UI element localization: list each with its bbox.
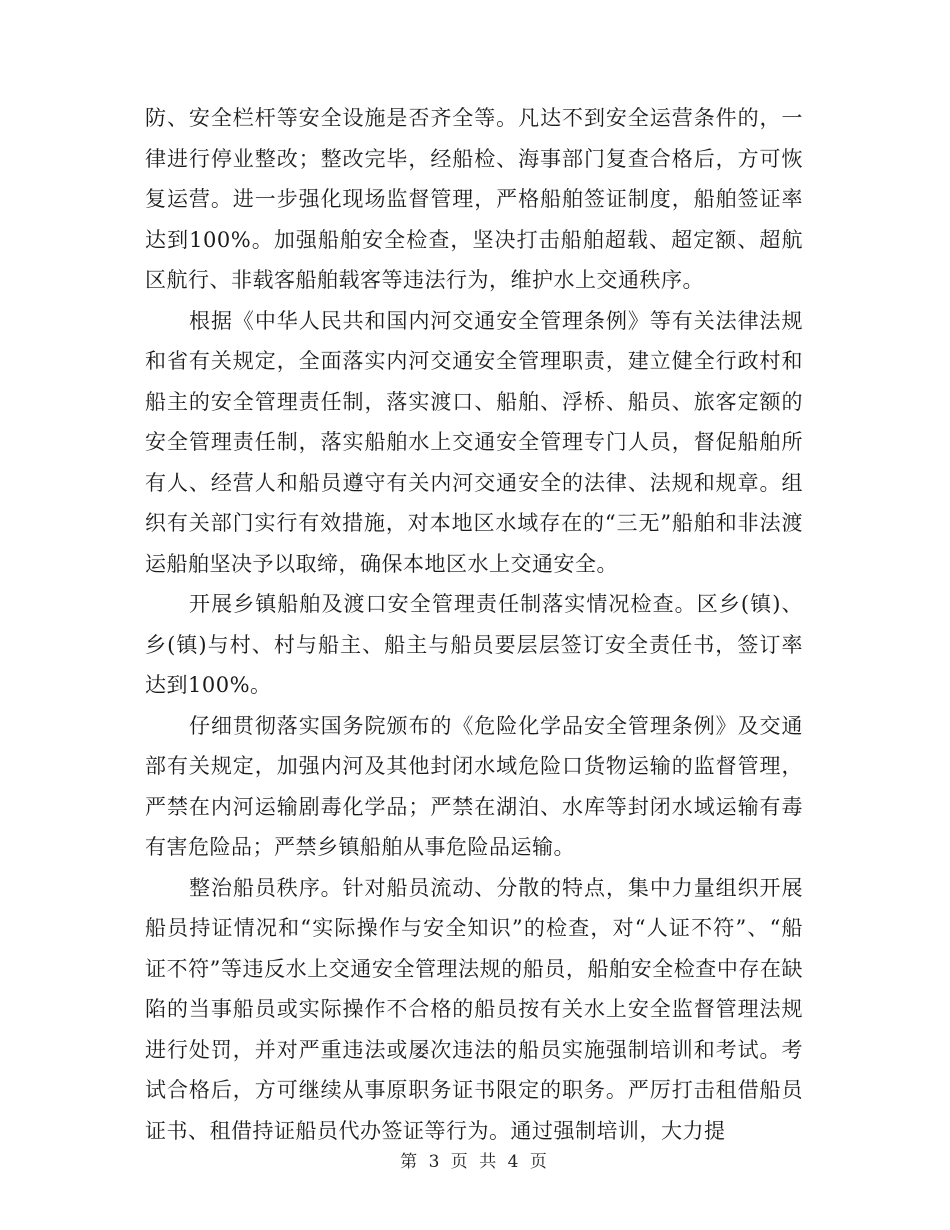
paragraph-3: 开展乡镇船舶及渡口安全管理责任制落实情况检查。区乡(镇)、乡(镇)与村、村与船主、船主与船员要层层签订安全责任书，签订率达到100%。 xyxy=(145,592,803,697)
document-body xyxy=(145,98,803,1151)
paragraph-1: 防、安全栏杆等安全设施是否齐全等。凡达不到安全运营条件的，一律进行停业整改；整改完毕，经船检、海事部门复查合格后，方可恢复运营。进一步强化现场监督管理，严格船舶签证制度，船舶签证率达到100%。加强船舶安全检查，坚决打击船舶超载、超定额、超航区航行、非载客船舶载客等违法行为，维护水上交通秩序。 xyxy=(145,106,803,292)
paragraph-4: 仔细贯彻落实国务院颁布的《危险化学品安全管理条例》及交通部有关规定，加强内河及其他封闭水域危险口货物运输的监督管理，严禁在内河运输剧毒化学品；严禁在湖泊、水库等封闭水域运输有毒有害危险品；严禁乡镇船舶从事危险品运输。 xyxy=(145,713,803,859)
paragraph-2: 根据《中华人民共和国内河交通安全管理条例》等有关法律法规和省有关规定，全面落实内河交通安全管理职责，建立健全行政村和船主的安全管理责任制，落实渡口、船舶、浮桥、船员、旅客定额的安全管理责任制，落实船舶水上交通安全管理专门人员，督促船舶所有人、经营人和船员遵守有关内河交通安全的法律、法规和规章。组织有关部门实行有效措施，对本地区水域存在的“三无”船舶和非法渡运船舶坚决予以取缔，确保本地区水上交通安全。 xyxy=(145,308,803,576)
page-number-footer: 第 3 页 共 4 页 xyxy=(400,1152,550,1172)
paragraph-5: 整治船员秩序。针对船员流动、分散的特点，集中力量组织开展船员持证情况和“实际操作与安全知识”的检查，对“人证不符”、“船证不符”等违反水上交通安全管理法规的船员，船舶安全检查中存在缺陷的当事船员或实际操作不合格的船员按有关水上安全监督管理法规进行处罚，并对严重违法或屡次违法的船员实施强制培训和考试。考试合格后，方可继续从事原职务证书限定的职务。严厉打击租借船员证书、租借持证船员代办签证等行为。通过强制培训，大力提 xyxy=(145,875,803,1143)
